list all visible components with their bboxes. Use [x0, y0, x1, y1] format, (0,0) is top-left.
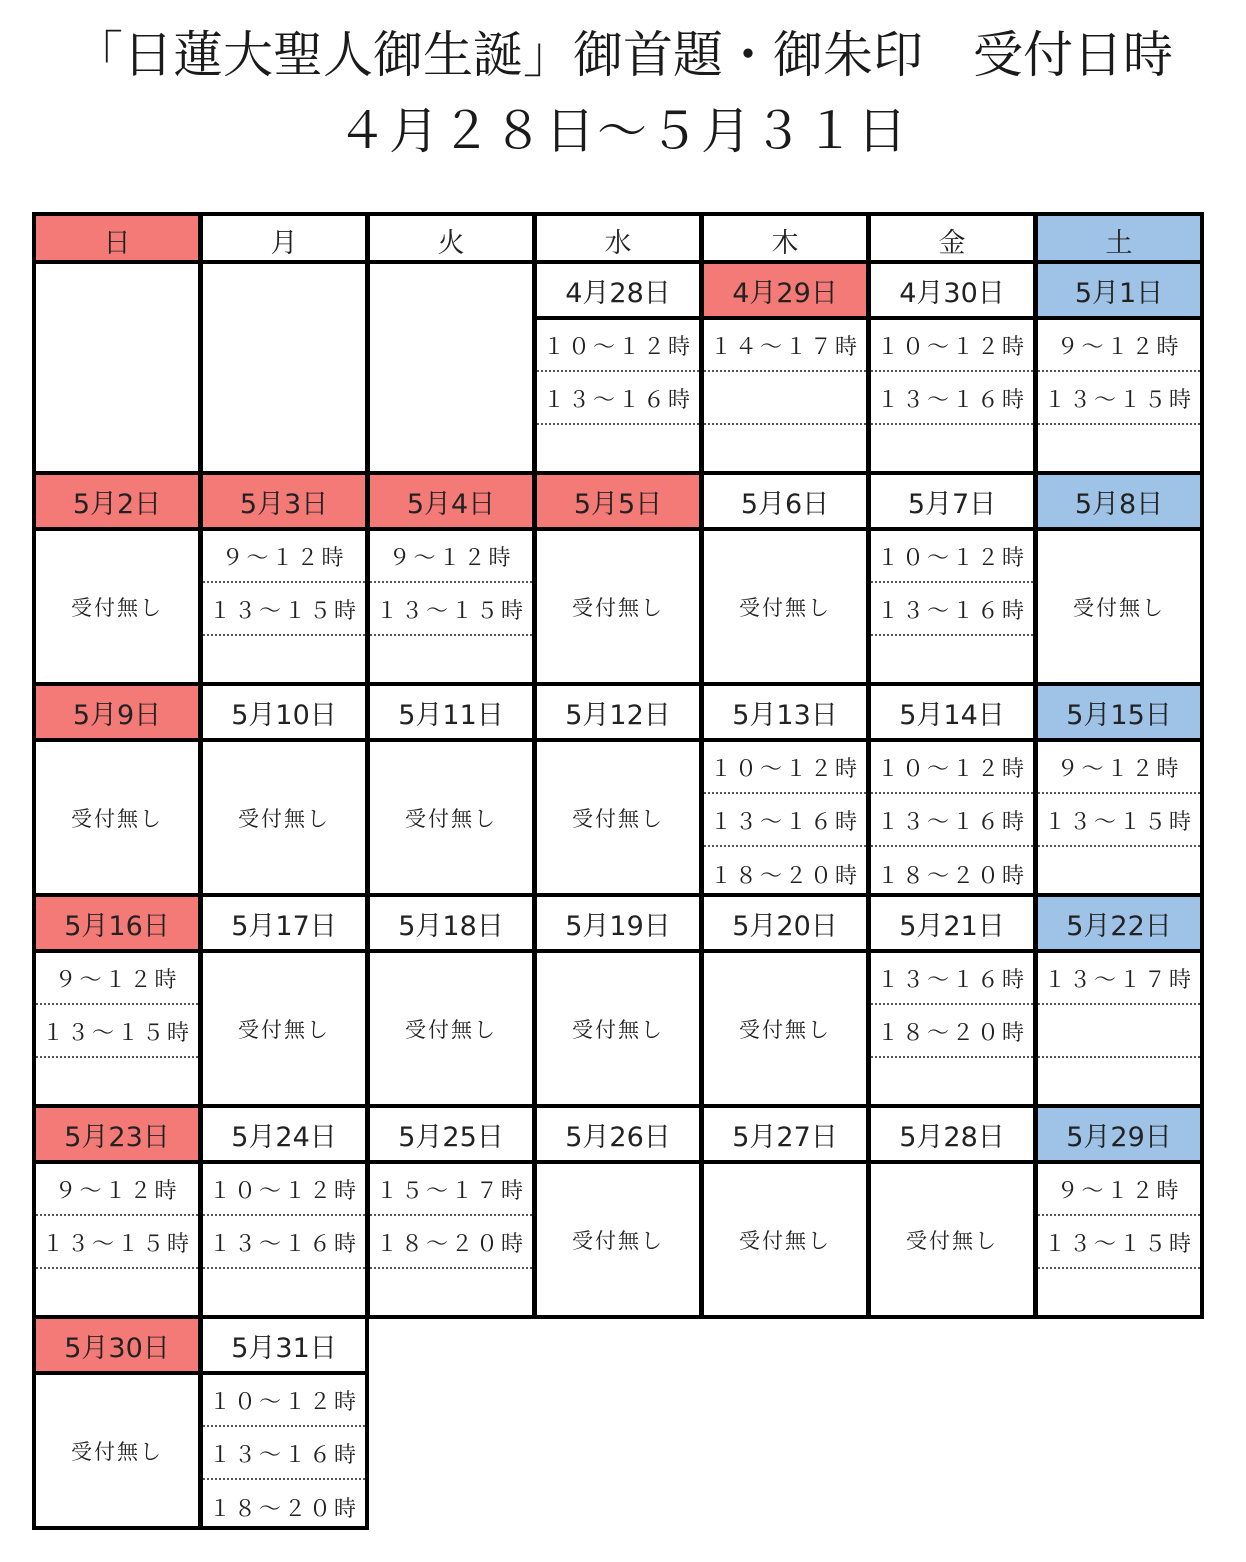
- time-slot: ９～１２時: [370, 531, 532, 583]
- time-slot: [1038, 1006, 1200, 1058]
- time-slot: １５～１７時: [370, 1164, 532, 1216]
- time-slot: ９～１２時: [36, 953, 198, 1005]
- day-date: 4月28日: [533, 260, 703, 320]
- day-date: 5月18日: [366, 893, 536, 953]
- day-slots-cell: [533, 316, 703, 475]
- time-slot: １８～２０時: [876, 863, 1027, 889]
- day-date: 5月11日: [366, 682, 536, 742]
- no-reception-label: 受付無し: [238, 806, 330, 831]
- day-date: 5月28日: [867, 1104, 1037, 1164]
- empty-day-cell: [366, 260, 536, 479]
- day-slots-cell: [533, 949, 703, 1108]
- no-reception-label: 受付無し: [572, 806, 664, 831]
- day-slots-cell: [32, 1371, 202, 1530]
- day-date: 5月10日: [199, 682, 369, 742]
- no-reception-label: 受付無し: [739, 1228, 831, 1253]
- time-slot: ９～１２時: [36, 1164, 198, 1216]
- time-slot: １８～２０時: [208, 1496, 359, 1522]
- day-slots-cell: [199, 949, 369, 1108]
- day-slots-cell: [533, 1160, 703, 1319]
- day-slots-cell: [1034, 949, 1204, 1108]
- day-slots-cell: [1034, 738, 1204, 897]
- time-slot: [1038, 1270, 1200, 1322]
- time-slot: １０～１２時: [537, 320, 699, 372]
- time-slot: ９～１２時: [1038, 1164, 1200, 1216]
- day-date: 5月5日: [533, 471, 703, 531]
- day-slots-cell: [1034, 316, 1204, 475]
- day-slots-cell: [199, 738, 369, 897]
- time-slot: １３～１５時: [1038, 373, 1200, 425]
- day-slots-cell: [867, 527, 1037, 686]
- day-date: 5月20日: [700, 893, 870, 953]
- day-slots-cell: [867, 1160, 1037, 1319]
- day-slots-cell: [1034, 1160, 1204, 1319]
- day-slots-cell: [700, 316, 870, 475]
- empty-day-cell: [32, 260, 202, 479]
- time-slot: １３～１５時: [1038, 1217, 1200, 1269]
- day-date: 5月21日: [867, 893, 1037, 953]
- day-slots-cell: [533, 527, 703, 686]
- day-date: 5月7日: [867, 471, 1037, 531]
- no-reception-label: 受付無し: [906, 1228, 998, 1253]
- day-date: 5月12日: [533, 682, 703, 742]
- time-slot: [704, 373, 866, 425]
- day-slots-cell: [533, 738, 703, 897]
- no-reception-label: 受付無し: [238, 1017, 330, 1042]
- time-slot: １０～１２時: [203, 1164, 365, 1216]
- day-date: 5月24日: [199, 1104, 369, 1164]
- time-slot: １０～１２時: [871, 320, 1033, 372]
- day-slots-cell: [366, 738, 536, 897]
- day-slots-cell: [867, 949, 1037, 1108]
- day-date: 5月14日: [867, 682, 1037, 742]
- time-slot: ９～１２時: [1038, 320, 1200, 372]
- day-date: 5月13日: [700, 682, 870, 742]
- day-date: 5月6日: [700, 471, 870, 531]
- weekday-header: 土: [1034, 212, 1204, 268]
- no-reception-label: 受付無し: [71, 595, 163, 620]
- time-slot: １８～２０時: [871, 1006, 1033, 1058]
- day-slots-cell: [867, 316, 1037, 475]
- day-date: 5月27日: [700, 1104, 870, 1164]
- day-date: 5月2日: [32, 471, 202, 531]
- no-reception-label: 受付無し: [405, 1017, 497, 1042]
- time-slot: １０～１２時: [871, 742, 1033, 794]
- day-slots-cell: [32, 1160, 202, 1319]
- day-slots-cell: [700, 527, 870, 686]
- day-slots-cell: [700, 738, 870, 897]
- time-slot: １３～１６時: [871, 373, 1033, 425]
- day-slots-cell: [1034, 527, 1204, 686]
- day-date: 4月29日: [700, 260, 870, 320]
- day-date: 5月23日: [32, 1104, 202, 1164]
- time-slot: １３～１６時: [203, 1428, 365, 1480]
- day-slots-cell: [32, 949, 202, 1108]
- day-date: 5月4日: [366, 471, 536, 531]
- no-reception-label: 受付無し: [71, 1439, 163, 1464]
- no-reception-label: 受付無し: [405, 806, 497, 831]
- day-date: 5月22日: [1034, 893, 1204, 953]
- day-slots-cell: [366, 1160, 536, 1319]
- time-slot: １０～１２時: [871, 531, 1033, 583]
- day-slots-cell: [199, 1160, 369, 1319]
- day-slots-cell: [366, 527, 536, 686]
- time-slot: １３～１５時: [370, 584, 532, 636]
- day-slots-cell: [867, 738, 1037, 897]
- time-slot: １４～１７時: [704, 320, 866, 372]
- weekday-header: 金: [867, 212, 1037, 268]
- time-slot: １３～１６時: [537, 373, 699, 425]
- time-slot: １３～１６時: [871, 584, 1033, 636]
- time-slot: １８～２０時: [370, 1217, 532, 1269]
- no-reception-label: 受付無し: [572, 1017, 664, 1042]
- day-slots-cell: [199, 1371, 369, 1530]
- time-slot: １３～１６時: [871, 953, 1033, 1005]
- time-slot: １３～１５時: [203, 584, 365, 636]
- time-slot: ９～１２時: [203, 531, 365, 583]
- day-date: 5月29日: [1034, 1104, 1204, 1164]
- day-date: 5月17日: [199, 893, 369, 953]
- day-date: 5月9日: [32, 682, 202, 742]
- day-date: 4月30日: [867, 260, 1037, 320]
- day-slots-cell: [32, 527, 202, 686]
- day-date: 5月19日: [533, 893, 703, 953]
- no-reception-label: 受付無し: [739, 1017, 831, 1042]
- time-slot: １３～１５時: [36, 1006, 198, 1058]
- weekday-header: 日: [32, 212, 202, 268]
- time-slot: １３～１６時: [871, 795, 1033, 847]
- day-slots-cell: [32, 738, 202, 897]
- no-reception-label: 受付無し: [71, 806, 163, 831]
- weekday-header: 水: [533, 212, 703, 268]
- day-slots-cell: [700, 949, 870, 1108]
- day-date: 5月26日: [533, 1104, 703, 1164]
- day-slots-cell: [700, 1160, 870, 1319]
- time-slot: １０～１２時: [704, 742, 866, 794]
- weekday-header: 木: [700, 212, 870, 268]
- empty-day-cell: [199, 260, 369, 479]
- time-slot: １３～１６時: [704, 795, 866, 847]
- day-date: 5月30日: [32, 1315, 202, 1375]
- time-slot: １８～２０時: [709, 863, 860, 889]
- day-date: 5月16日: [32, 893, 202, 953]
- time-slot: １３～１６時: [203, 1217, 365, 1269]
- no-reception-label: 受付無し: [572, 595, 664, 620]
- time-slot: １０～１２時: [203, 1375, 365, 1427]
- day-date: 5月1日: [1034, 260, 1204, 320]
- weekday-header: 月: [199, 212, 369, 268]
- time-slot: １３～１５時: [1038, 795, 1200, 847]
- day-slots-cell: [366, 949, 536, 1108]
- page-title: 「日蓮大聖人御生誕」御首題・御朱印 受付日時: [73, 26, 1173, 84]
- time-slot: [370, 1270, 532, 1322]
- no-reception-label: 受付無し: [739, 595, 831, 620]
- day-date: 5月31日: [199, 1315, 369, 1375]
- no-reception-label: 受付無し: [1073, 595, 1165, 620]
- no-reception-label: 受付無し: [572, 1228, 664, 1253]
- day-date: 5月25日: [366, 1104, 536, 1164]
- page-subtitle: ４月２８日～５月３１日: [337, 102, 909, 160]
- day-date: 5月3日: [199, 471, 369, 531]
- time-slot: １３～１７時: [1038, 953, 1200, 1005]
- time-slot: １３～１５時: [36, 1217, 198, 1269]
- time-slot: ９～１２時: [1038, 742, 1200, 794]
- day-date: 5月8日: [1034, 471, 1204, 531]
- weekday-header: 火: [366, 212, 536, 268]
- day-slots-cell: [199, 527, 369, 686]
- day-date: 5月15日: [1034, 682, 1204, 742]
